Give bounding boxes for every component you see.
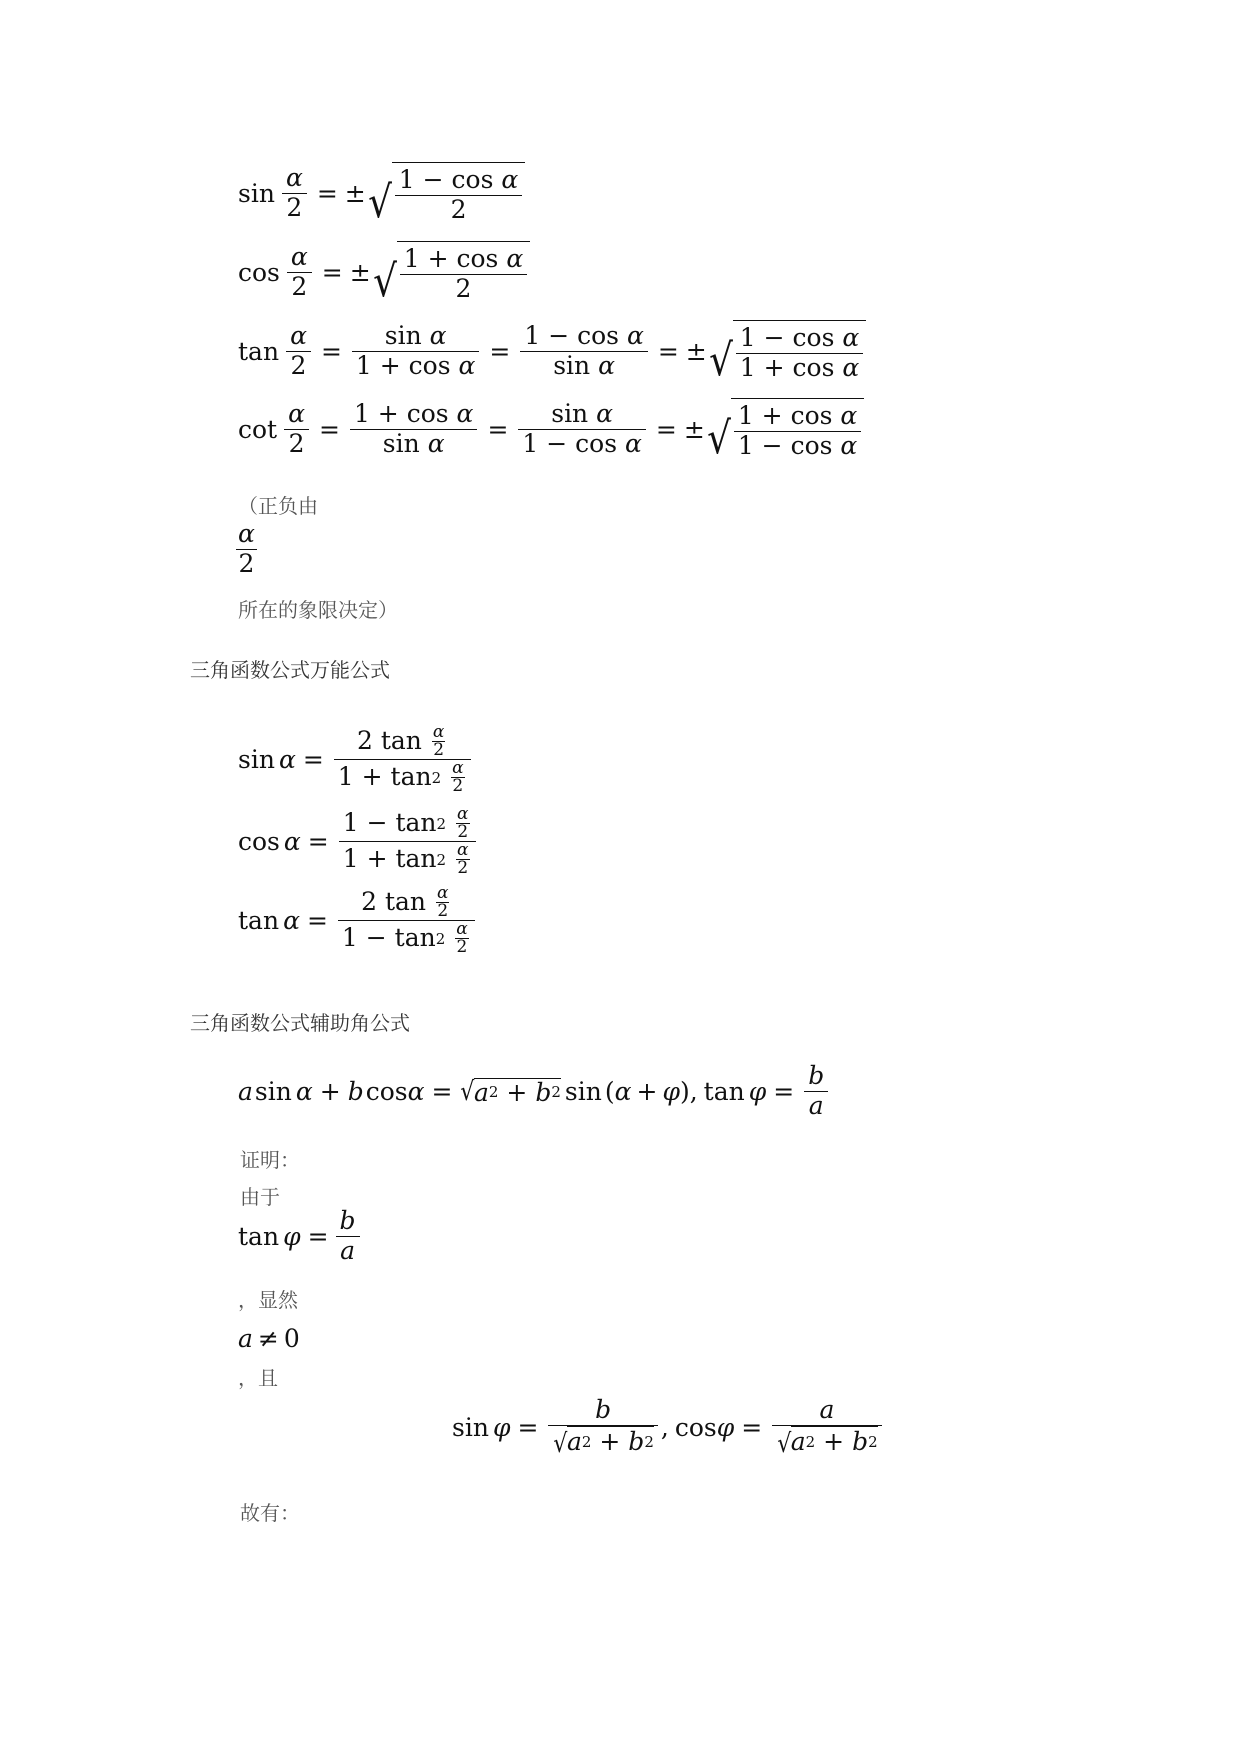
heading-auxiliary-angle: 三角函数公式辅助角公式 [190, 1011, 410, 1035]
formula-cot-half-angle: cot $\frac{\alpha}{2}$ = $\frac{\text{1 + cos α}}{\text{sin α}}$ = $\frac{\text{sin α}}{\text{1 − cos α}}$ = ± √ $\frac{\text{1 + cos α}}{\text{1 − cos α}}$ [238, 398, 864, 461]
square-root: √ $\frac{\text{1 − cos α}}{2}$ [366, 162, 526, 225]
and-label: ，且 [238, 1366, 278, 1390]
hence-label: 故有： [240, 1501, 300, 1525]
formula-cos-half-angle: cos $\frac{\alpha}{2}$ = ± √ $\frac{\text{1 + cos α}}{2}$ [238, 241, 530, 304]
sign-note-close: 所在的象限决定） [238, 598, 398, 622]
square-root: √ $\frac{\text{1 − cos α}}{\text{1 + cos α}}$ [707, 320, 867, 383]
alpha-over-2: $\frac{\alpha}{2}$ [287, 243, 312, 302]
square-root: √ a 2 + b 2 [460, 1076, 561, 1107]
cot-label: cot [238, 414, 278, 444]
square-root: √ $\frac{\text{1 + cos α}}{2}$ [371, 241, 531, 304]
formula-universal-sin: sin α = 2 tan $\frac{\alpha}{2}$ 1 + tan 2 $\frac{\alpha}{2}$ [238, 724, 474, 795]
formula-a-neq-zero: a ≠ 0 [238, 1324, 300, 1353]
formula-sin-half-angle: sin $\frac{\alpha}{2}$ = ± √ $\frac{\text{1 − cos α}}{2}$ [238, 162, 525, 225]
since-label: 由于 [240, 1185, 280, 1209]
cos-label: cos [238, 257, 280, 287]
heading-universal-formulas: 三角函数公式万能公式 [190, 658, 390, 682]
tan-label: tan [238, 336, 280, 366]
formula-universal-tan: tan α = 2 tan $\frac{\alpha}{2}$ 1 − tan 2 $\frac{\alpha}{2}$ [238, 885, 478, 956]
obviously-label: ，显然 [238, 1288, 298, 1312]
formula-tan-half-angle: tan $\frac{\alpha}{2}$ = $\frac{\text{sin α}}{\text{1 + cos α}}$ = $\frac{\text{1 − cos α}}{\text{sin α}}$ = ± √ $\frac{\text{1 − cos α}}{\text{1 + cos α}}$ [238, 320, 866, 383]
formula-universal-cos: cos α = 1 − tan 2 $\frac{\alpha}{2}$ 1 + tan 2 $\frac{\alpha}{2}$ [238, 806, 479, 877]
formula-tan-phi: tan φ = $\frac{b}{a}$ [238, 1207, 360, 1266]
formula-sin-cos-phi: sin φ = b √ a 2 + b 2 , cos φ = a √ a 2 + b 2 [452, 1396, 885, 1458]
alpha-over-2: $\frac{\alpha}{2}$ [282, 164, 307, 223]
sin-label: sin [238, 178, 275, 208]
sign-note-open: （正负由 [238, 494, 318, 518]
formula-auxiliary-angle: a sin α + b cos α = √ a 2 + b 2 sin ( α + φ ) , tan φ = $\frac{b}{a}$ [238, 1062, 831, 1121]
proof-label: 证明： [240, 1148, 300, 1172]
alpha-over-2-inline: $\frac{\alpha}{2}$ [238, 519, 255, 578]
square-root: √ $\frac{\text{1 + cos α}}{\text{1 − cos α}}$ [705, 398, 865, 461]
